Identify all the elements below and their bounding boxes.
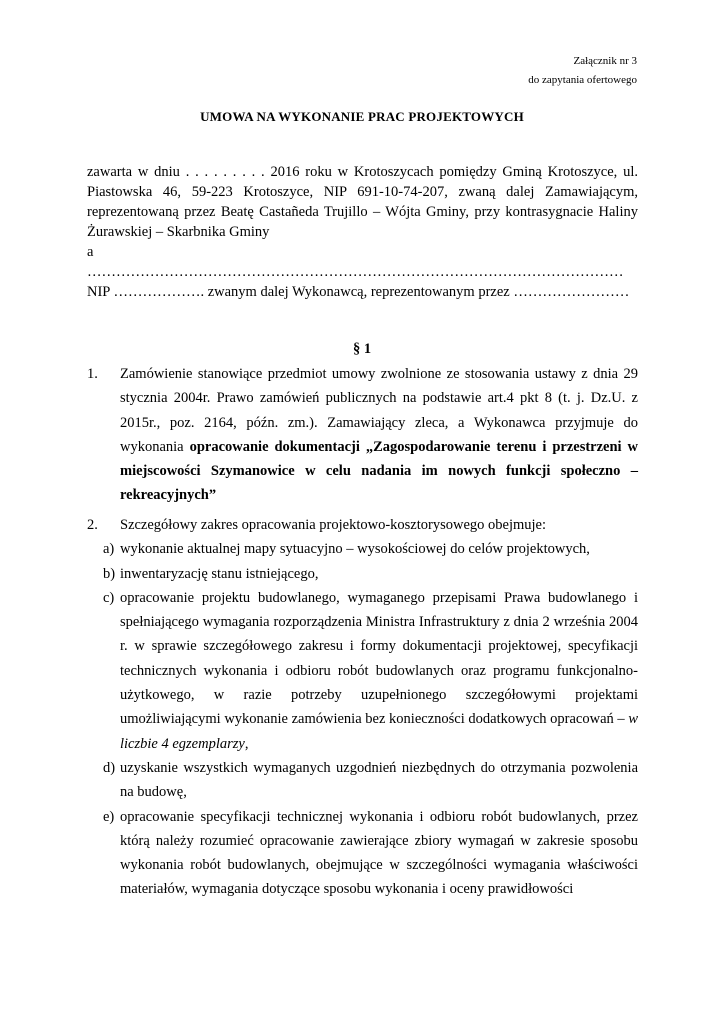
intro-paragraph: zawarta w dniu . . . . . . . . . 2016 roku w Krotoszycach pomiędzy Gminą Krotoszyce, ul. Piastowska 46, 59-223 Krotoszyce, NIP 691-10-74-207, zwaną dalej Zamawiającym, reprezentowaną przez Beatę Castañeda Trujillo – Wójta Gminy, przy kontrasygnacie Haliny Żurawskiej – Skarbnika Gminy [87, 164, 638, 240]
paragraph-item-2 [87, 513, 638, 902]
section-heading: § 1 [352, 341, 372, 357]
subitem-text: uzyskanie wszystkich wymaganych uzgodnień niezbędnych do otrzymania pozwolenia na budowę, [120, 759, 638, 801]
item-number: 1. [87, 366, 98, 382]
subitem-d [87, 756, 638, 805]
subitem-letter: e) [103, 808, 115, 825]
subitem-letter: b) [103, 565, 116, 582]
intro-conjunction: a [87, 244, 94, 260]
item-1-text: Zamówienie stanowiące przedmiot umowy zwolnione ze stosowania ustawy z dnia 29 stycznia 2004r. Prawo zamówień publicznych na podstawie art.4 pkt 8 (t. j. Dz.U. z 2015r., poz. 2164, późn. zm.). Zamawiający zleca, a Wykonawca przyjmuje do wykonania [120, 366, 638, 455]
contract-parties-intro [87, 162, 638, 242]
subitem-b [87, 562, 638, 586]
item-number: 2. [87, 517, 98, 533]
attachment-reference: do zapytania ofertowego [528, 74, 637, 86]
subitem-text: inwentaryzację stanu istniejącego, [120, 565, 319, 582]
paragraph-item-1 [87, 362, 638, 508]
subitem-copies-note: w liczbie 4 egzemplarzy [120, 711, 638, 752]
subitem-text: opracowanie projektu budowlanego, wymaganego przepisami Prawa budowlanego i spełniającego wymagania rozporządzenia Ministra Infrastruktury z dnia 2 września 2004 r. w sprawie szczegółowego zakresu i formy dokumentacji projektowej, specyfikacji technicznych wykonania i odbioru robót budowlanych oraz programu funkcjonalno-użytkowego, w razie potrzeby uzupełnionego szczegółowymi projektami umożliwiającymi wykonanie zamówienia bez konieczności dodatkowych opracowań – [120, 589, 638, 728]
subitem-letter: c) [103, 589, 115, 606]
subitem-text: wykonanie aktualnej mapy sytuacyjno – wysokościowej do celów projektowych, [120, 541, 590, 558]
contractor-nip-line: NIP ………………. zwanym dalej Wykonawcą, reprezentowanym przez …………………… [87, 284, 630, 300]
item-2-text: Szczegółowy zakres opracowania projektowo-kosztorysowego obejmuje: [120, 517, 547, 533]
subitem-text: opracowanie specyfikacji technicznej wykonania i odbioru robót budowlanych, przez którą należy rozumieć opracowanie zawierające zbiory wymagań w zakresie sposobu wykonania robót budowlanych, obejmujące w szczególności wymagania właściwości materiałów, wymagania dotyczące sposobu wykonania i oceny prawidłowości [120, 808, 638, 898]
subitem-letter: d) [103, 759, 116, 776]
document-title: UMOWA NA WYKONANIE PRAC PROJEKTOWYCH [200, 109, 524, 124]
contractor-name-blank: ………………………………………………………………………………………………… [87, 264, 624, 280]
subitem-letter: a) [103, 541, 115, 558]
attachment-number: Załącznik nr 3 [573, 55, 637, 67]
subitem-e [87, 805, 638, 902]
subitem-c [87, 586, 638, 756]
item-1-subject: opracowanie dokumentacji „Zagospodarowanie terenu i przestrzeni w miejscowości Szymanowice w celu nadania im nowych funkcji społeczno – rekreacyjnych” [120, 438, 638, 504]
subitem-tail: , [244, 735, 249, 752]
subitem-a [87, 537, 638, 561]
